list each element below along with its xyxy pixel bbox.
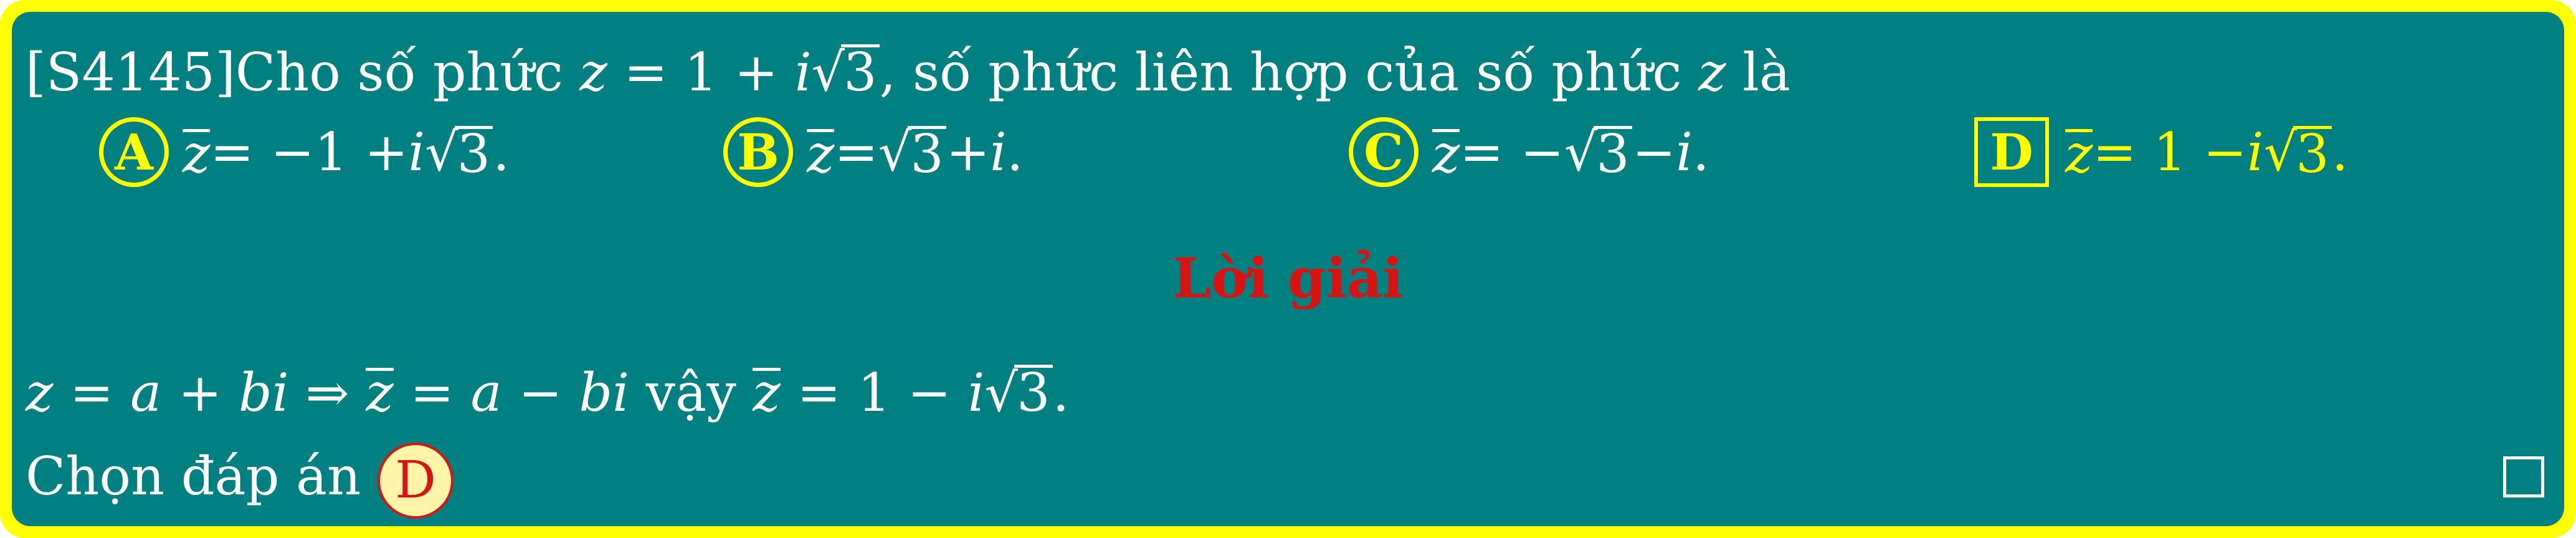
qed-box-icon <box>2503 456 2544 497</box>
sol-eq3: = 1 − <box>780 362 968 423</box>
option-b-root: 3 <box>908 126 946 179</box>
option-c-rhs-pre: = − <box>1460 122 1564 183</box>
sol-a: a <box>130 362 162 423</box>
option-c-zbar: z <box>1432 123 1460 185</box>
option-a-badge: A <box>99 117 169 187</box>
sol-minus: − <box>501 362 579 423</box>
option-d-rhs-post: . <box>2331 122 2349 183</box>
sol-implies: ⇒ <box>288 362 366 423</box>
sol-bi2: bi <box>579 362 629 423</box>
sol-root: 3 <box>1014 365 1052 418</box>
option-b-badge: B <box>723 117 793 187</box>
option-b-rhs-post: + <box>946 122 991 183</box>
question-text-c: là <box>1726 42 1791 103</box>
sol-bi: bi <box>238 362 289 423</box>
option-c-root: 3 <box>1594 126 1632 179</box>
option-c[interactable] <box>1349 115 1709 190</box>
sqrt-sign: √ <box>811 42 845 103</box>
sol-eq1: = <box>53 362 131 423</box>
sqrt-sign: √ <box>1564 122 1598 183</box>
sqrt-radicand: 3 <box>841 44 879 97</box>
sol-end: . <box>1052 362 1070 423</box>
sol-i: i <box>967 362 985 423</box>
option-d[interactable] <box>1974 115 2348 190</box>
solution-line-1 <box>26 358 1069 427</box>
option-a-root: 3 <box>455 126 493 179</box>
option-b-end: . <box>1006 122 1024 183</box>
option-b-i: i <box>990 122 1007 183</box>
card-content <box>12 12 2564 526</box>
question-code: [S4145] <box>26 42 235 103</box>
option-c-badge: C <box>1349 117 1419 187</box>
option-c-end: . <box>1692 122 1709 183</box>
option-b-zbar: z <box>807 123 835 185</box>
option-c-rhs-post: − <box>1632 122 1676 183</box>
option-d-i: i <box>2246 122 2264 183</box>
answer-badge: D <box>378 443 454 519</box>
choose-answer-text: Chọn đáp án <box>26 446 378 507</box>
sqrt-sign: √ <box>984 362 1019 423</box>
question-text-b: , số phức liên hợp của số phức <box>879 42 1699 103</box>
math-i: i <box>794 42 812 103</box>
option-d-rhs-pre: = 1 − <box>2093 122 2247 183</box>
sqrt-sign: √ <box>878 122 912 183</box>
option-a[interactable] <box>99 115 510 190</box>
sol-word: vậy <box>629 362 753 423</box>
solution-line-2 <box>26 438 454 514</box>
sol-zbar: z <box>366 362 394 423</box>
option-a-rhs-post: . <box>493 122 510 183</box>
question-text-a: Cho số phức <box>235 42 580 103</box>
sol-eq2: = <box>393 362 471 423</box>
math-z-2: z <box>1698 42 1726 103</box>
option-d-badge: D <box>1974 117 2049 187</box>
math-eq: = 1 + <box>607 42 795 103</box>
sqrt-sign: √ <box>425 122 459 183</box>
option-c-i: i <box>1676 122 1693 183</box>
option-a-zbar: z <box>183 123 211 185</box>
sol-z: z <box>26 362 54 423</box>
question-line <box>26 38 1790 107</box>
option-d-zbar: z <box>2065 123 2093 185</box>
sqrt-sign: √ <box>2263 122 2298 183</box>
sol-zbar-2: z <box>753 362 781 423</box>
option-b-rhs-pre: = <box>834 122 878 183</box>
math-z: z <box>579 42 607 103</box>
sol-a2: a <box>470 362 502 423</box>
solution-heading: Lời giải <box>1172 246 1404 310</box>
sol-plus: + <box>161 362 239 423</box>
option-d-root: 3 <box>2293 126 2331 179</box>
option-a-rhs-pre: = −1 + <box>210 122 409 183</box>
option-b[interactable] <box>723 115 1024 190</box>
option-a-i: i <box>408 122 425 183</box>
